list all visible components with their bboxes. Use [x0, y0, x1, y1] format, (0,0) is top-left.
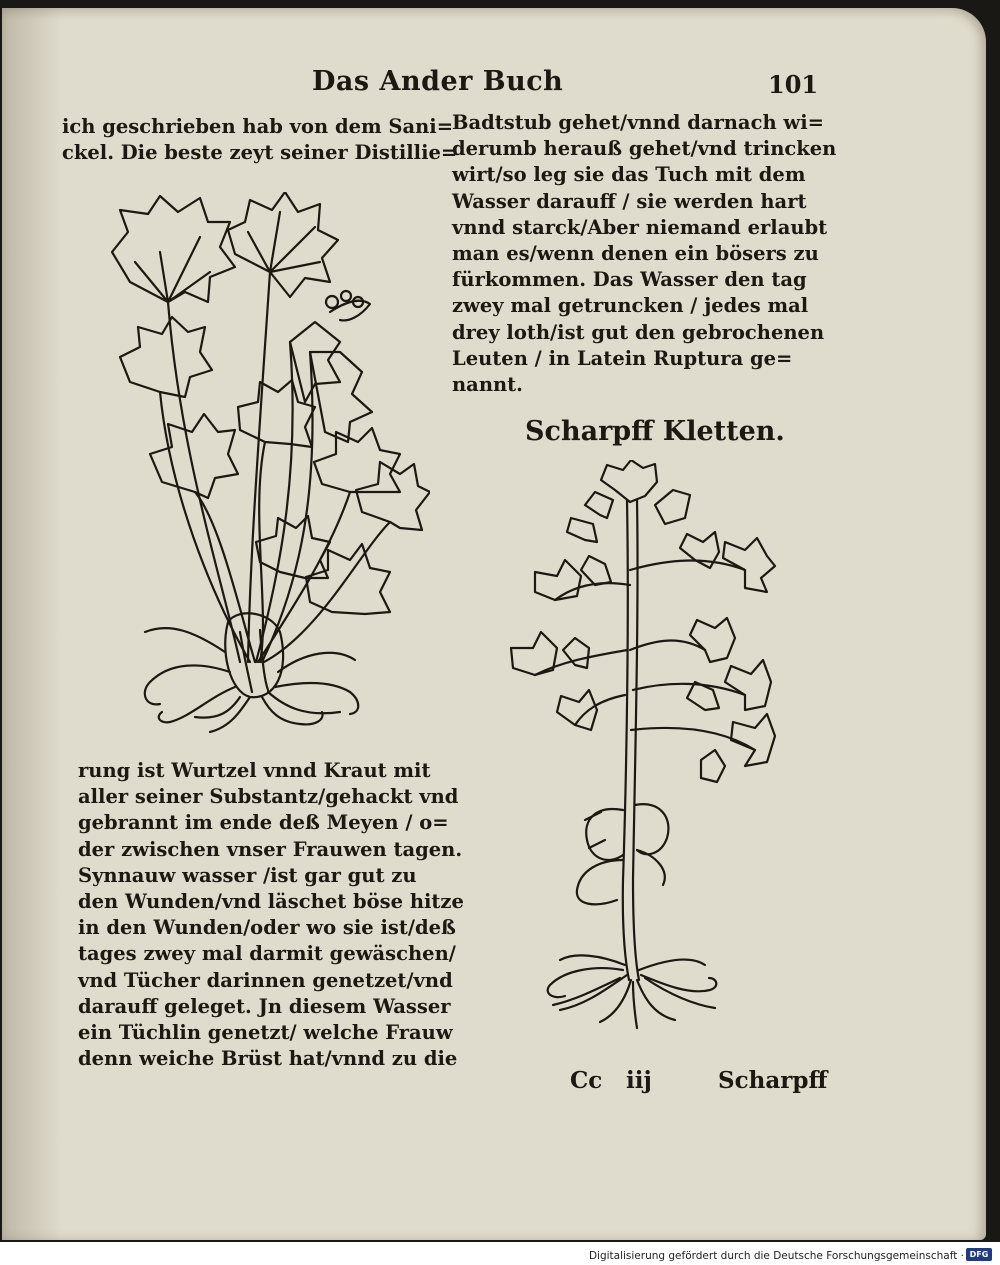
scharpff-kletten-woodcut-illustration [505, 460, 785, 1030]
text-line: denn weiche Brüst hat/vnnd zu die [78, 1047, 458, 1071]
text-line: Synnauw wasser /ist gar gut zu [78, 863, 417, 887]
text-line: tages zwey mal darmit gewäschen/ [78, 942, 456, 966]
text-line: ein Tüchlin genetzt/ welche Frauw [78, 1021, 453, 1045]
page-number: 101 [768, 70, 819, 99]
signature-mark: Cc [570, 1067, 603, 1094]
dfg-logo-icon: DFG [966, 1248, 992, 1261]
text-line: in den Wunden/oder wo sie ist/deß [78, 916, 456, 940]
text-line: ckel. Die beste zeyt seiner Distillie= [62, 141, 458, 165]
catchword: Scharpff [718, 1067, 828, 1094]
funding-credit: Digitalisierung gefördert durch die Deutsche Forschungsgemeinschaft · [588, 1250, 964, 1262]
text-line: rung ist Wurtzel vnnd Kraut mit [78, 759, 431, 782]
text-line: man es/wenn denen ein bösers zu [452, 242, 819, 266]
sanicle-woodcut-illustration [100, 192, 430, 737]
signature-number: iij [626, 1067, 652, 1094]
section-title: Scharpff Kletten. [525, 416, 785, 447]
text-line: zwey mal getruncken / jedes mal [452, 294, 809, 318]
top-right-text-block [452, 110, 836, 398]
text-line: wirt/so leg sie das Tuch mit dem [452, 163, 806, 187]
text-line: aller seiner Substantz/gehackt vnd [78, 785, 459, 809]
text-line: drey loth/ist gut den gebrochenen [452, 320, 825, 344]
running-head: Das Ander Buch [312, 66, 564, 97]
gutter-shade [2, 8, 62, 1240]
text-line: vnnd starck/Aber niemand erlaubt [452, 215, 828, 239]
text-line: Wasser darauff / sie werden hart [452, 189, 807, 213]
text-line: den Wunden/vnd läschet böse hitze [78, 890, 464, 914]
text-line: vnd Tücher darinnen genetzet/vnd [78, 968, 453, 992]
text-line: nannt. [452, 373, 523, 397]
text-line: darauff geleget. Jn diesem Wasser [78, 994, 451, 1018]
text-line: derumb herauß gehet/vnd trincken [452, 137, 837, 161]
text-line: Badtstub gehet/vnnd darnach wi= [452, 111, 824, 134]
text-line: ich geschrieben hab von dem Sani= [62, 115, 454, 138]
text-line: der zwischen vnser Frauwen tagen. [78, 837, 463, 861]
top-left-text-block [62, 114, 457, 166]
text-line: Leuten / in Latein Ruptura ge= [452, 346, 793, 370]
bottom-left-text-block [78, 758, 464, 1072]
text-line: fürkommen. Das Wasser den tag [452, 268, 807, 292]
text-line: gebrannt im ende deß Meyen / o= [78, 811, 449, 835]
